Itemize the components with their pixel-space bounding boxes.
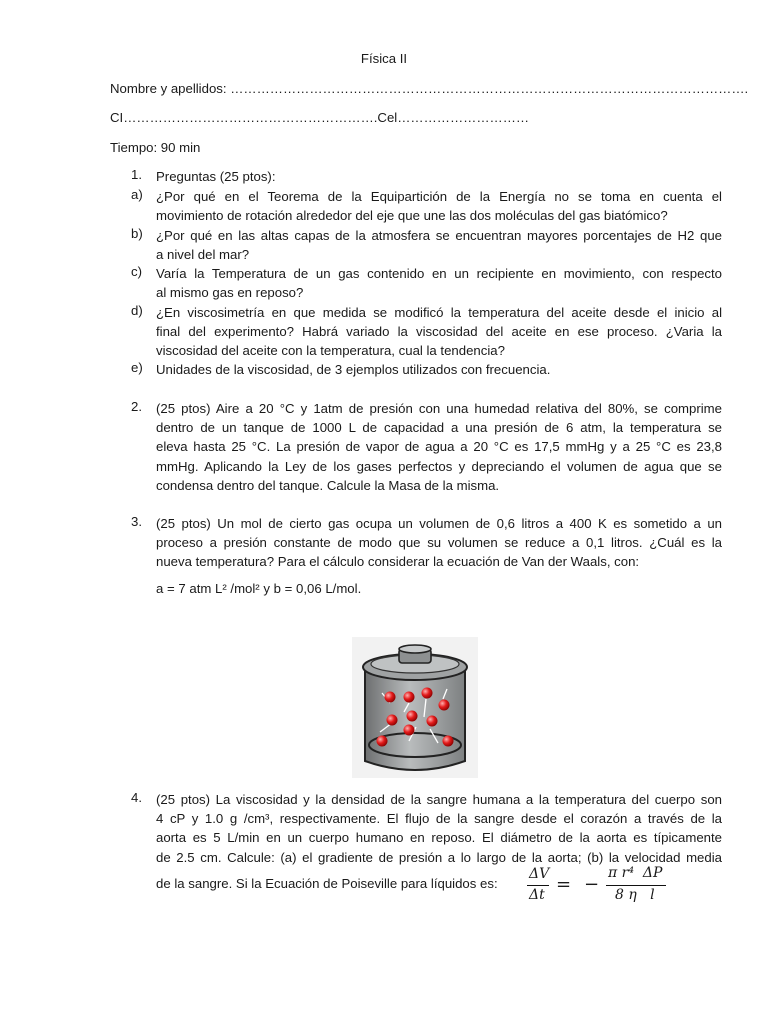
- eq-minus: −: [584, 874, 600, 895]
- q1c-line: Varía la Temperatura de un gas contenido en un recipiente en movimiento, con respecto: [156, 266, 722, 281]
- q1a-text: [156, 187, 722, 225]
- q1e-label: e): [131, 360, 143, 375]
- time-limit: Tiempo: 90 min: [110, 140, 201, 155]
- eq-equals: =: [556, 874, 572, 895]
- q2-line: condensa dentro del tanque. Calcule la Masa de la misma.: [156, 477, 500, 493]
- q1a-line: movimiento de rotación alrededor del eje que une las dos moléculas del gas biatómico?: [156, 208, 668, 224]
- q3-line: proceso a presión constante de modo que su volumen se reduce a 0,1 litros. ¿Cuál es la: [156, 535, 722, 551]
- eq-rhs-numerator: π r⁴ ΔP: [608, 865, 663, 881]
- name-field: Nombre y apellidos: ……………………………………………………………………………………………………….: [110, 81, 749, 96]
- q2-line: (25 ptos) Aire a 20 °C y 1atm de presión con una humedad relativa del 80%, se comprime: [156, 401, 722, 416]
- q4-line: 4 cP y 1.0 g /cm³, respectivamente. El flujo de la sangre desde el corazón a través de la: [156, 811, 722, 827]
- q1-number: 1.: [131, 167, 142, 182]
- q1d-label: d): [131, 303, 143, 318]
- q4-text: [156, 790, 722, 867]
- q1c-line: al mismo gas en reposo?: [156, 285, 304, 301]
- q3-text: [156, 514, 722, 572]
- q2-number: 2.: [131, 399, 142, 414]
- poiseuille-equation: [522, 862, 672, 910]
- q1c-text: [156, 264, 722, 302]
- van-der-waals-constants: a = 7 atm L² /mol² y b = 0,06 L/mol.: [156, 581, 362, 596]
- eq-lhs-numerator: ΔV: [529, 866, 550, 882]
- q1d-text: [156, 303, 722, 361]
- eq-lhs-fraction-bar: [527, 885, 549, 886]
- q1d-line: ¿En viscosimetría en que medida se modificó la temperatura del aceite desde el inicio al: [156, 305, 722, 320]
- q1b-label: b): [131, 226, 143, 241]
- q4-last-line: de la sangre. Si la Ecuación de Poiseville para líquidos es:: [156, 876, 498, 891]
- eq-rhs-denominator: 8 η l: [615, 887, 655, 903]
- q1b-line: a nivel del mar?: [156, 247, 250, 263]
- q1b-line: ¿Por qué en las altas capas de la atmosfera se encuentran mayores porcentajes de H2 que: [156, 228, 722, 243]
- eq-lhs-denominator: Δt: [529, 887, 545, 903]
- q1d-line: viscosidad del aceite con la temperatura, cual la tendencia?: [156, 343, 505, 359]
- q3-line: nueva temperatura? Para el cálculo considerar la ecuación de Van der Waals, con:: [156, 554, 640, 570]
- q4-line: aorta es 5 L/min en un cuerpo humano en reposo. El diámetro de la aorta es típicamente: [156, 830, 722, 846]
- q1a-line: ¿Por qué en el Teorema de la Equipartición de la Energía no se toma en cuenta el: [156, 189, 722, 204]
- gas-container-figure: [352, 637, 478, 778]
- q2-line: dentro de un tanque de 1000 L de capacidad a una presión de 6 atm, la temperatura se: [156, 420, 722, 436]
- q3-number: 3.: [131, 514, 142, 529]
- q1a-label: a): [131, 187, 143, 202]
- gas-container-icon: [352, 637, 478, 778]
- q3-line: (25 ptos) Un mol de cierto gas ocupa un volumen de 0,6 litros a 400 K es sometido a un: [156, 516, 722, 531]
- q4-line: (25 ptos) La viscosidad y la densidad de la sangre humana a la temperatura del cuerpo son: [156, 792, 722, 807]
- q4-line: de 2.5 cm. Calcule: (a) el gradiente de presión a lo largo de la aorta; (b) la velocidad media: [156, 849, 722, 865]
- q1e-text: Unidades de la viscosidad, de 3 ejemplos utilizados con frecuencia.: [156, 362, 551, 377]
- ci-cel-field: CI………………………………………………….Cel…………………………: [110, 110, 530, 125]
- q1b-text: [156, 226, 722, 264]
- eq-rhs-fraction-bar: [606, 885, 666, 886]
- q2-text: [156, 399, 722, 495]
- q1c-label: c): [131, 264, 142, 279]
- page-title: Física II: [360, 51, 408, 66]
- q4-number: 4.: [131, 790, 142, 805]
- q1d-line: final del experimento? Habrá variado la viscosidad del aceite en ese proceso. ¿Varia la: [156, 324, 722, 340]
- q1-heading: Preguntas (25 ptos):: [156, 169, 276, 184]
- q2-line: mmHg. Aplicando la Ley de los gases perfectos y depreciando el volumen de agua que se: [156, 458, 722, 474]
- q2-line: eleva hasta 25 °C. La presión de vapor de agua a 20 °C es 17,5 mmHg y a 25 °C es 23,8: [156, 439, 722, 455]
